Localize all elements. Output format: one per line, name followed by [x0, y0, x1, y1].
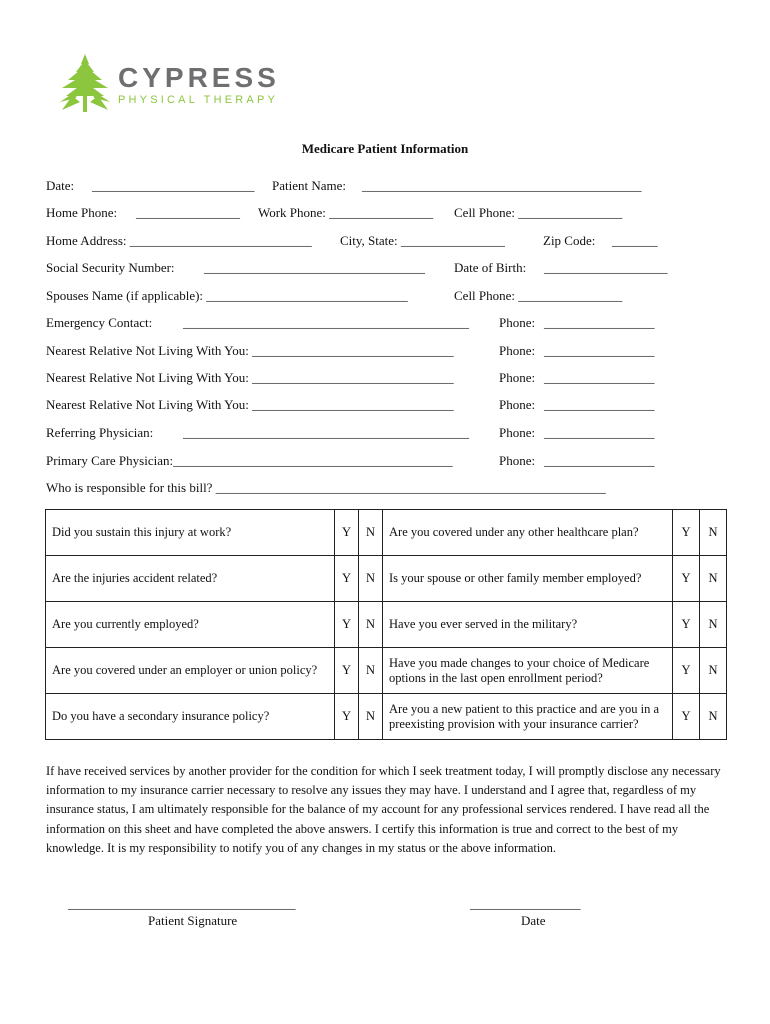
row-responsible [46, 480, 746, 498]
dob-field[interactable]: ___________________ [544, 260, 668, 275]
no-option[interactable]: N [700, 648, 727, 694]
question-text: Are you covered under any other healthcare plan? [383, 510, 673, 556]
row-relative [46, 370, 746, 388]
logo-wordmark: CYPRESS [118, 62, 280, 93]
row-phones [46, 205, 746, 223]
patient-name-field[interactable]: ___________________________________________ [362, 178, 642, 193]
signature-date-label: Date [521, 913, 546, 928]
spouse-name-field[interactable]: Spouses Name (if applicable): _______________________________ [46, 288, 408, 303]
consent-statement: If have received services by another provider for the condition for which I seek treatment today, I will promptly disclose any necessary information to my insurance carrier necessary to resolve any issues they may have. I understand and I agree that, regardless of my insurance status, I am ultimately responsible for the balance of my account for any professional services rendered. I have read all the information on this sheet and have completed the above answers. I certify this information is true and correct to the best of my knowledge. It is my responsibility to notify you of any changes in my status or the above information. [46, 764, 721, 855]
zip-code-field[interactable]: _______ [612, 233, 658, 248]
no-option[interactable]: N [700, 510, 727, 556]
question-text: Is your spouse or other family member employed? [383, 556, 673, 602]
question-text: Do you have a secondary insurance policy? [46, 694, 335, 740]
patient-signature-field[interactable]: ___________________________________ [68, 896, 296, 911]
primary-care-physician-field[interactable]: Primary Care Physician:___________________________________________ [46, 453, 453, 468]
table-row [46, 510, 727, 556]
row-relative [46, 397, 746, 415]
referring-physician-label: Referring Physician: [46, 425, 154, 440]
phone-label: Phone: [499, 343, 536, 358]
nearest-relative-field[interactable]: Nearest Relative Not Living With You: _______________________________ [46, 397, 454, 412]
work-phone-field[interactable]: Work Phone: ________________ [258, 205, 434, 220]
yes-option[interactable]: Y [335, 510, 359, 556]
nearest-relative-field[interactable]: Nearest Relative Not Living With You: _______________________________ [46, 370, 454, 385]
question-text: Are you currently employed? [46, 602, 335, 648]
phone-field[interactable]: _________________ [544, 425, 655, 440]
cypress-tree-icon [58, 52, 114, 114]
no-option[interactable]: N [700, 694, 727, 740]
ssn-field[interactable]: __________________________________ [204, 260, 425, 275]
patient-name-label: Patient Name: [272, 178, 347, 193]
phone-field[interactable]: _________________ [544, 315, 655, 330]
emergency-contact-label: Emergency Contact: [46, 315, 153, 330]
ssn-label: Social Security Number: [46, 260, 175, 275]
question-text: Did you sustain this injury at work? [46, 510, 335, 556]
no-option[interactable]: N [700, 602, 727, 648]
dob-label: Date of Birth: [454, 260, 527, 275]
yes-option[interactable]: Y [335, 556, 359, 602]
city-state-field[interactable]: City, State: ________________ [340, 233, 505, 248]
phone-field[interactable]: _________________ [544, 397, 655, 412]
date-label: Date: [46, 178, 75, 193]
yes-option[interactable]: Y [673, 648, 700, 694]
row-primary [46, 453, 746, 471]
phone-label: Phone: [499, 370, 536, 385]
question-text: Are you a new patient to this practice and are you in a preexisting provision with your insurance carrier? [383, 694, 673, 740]
phone-field[interactable]: _________________ [544, 453, 655, 468]
phone-label: Phone: [499, 425, 536, 440]
phone-field[interactable]: _________________ [544, 343, 655, 358]
cypress-logo [58, 52, 308, 116]
row-relative [46, 343, 746, 361]
table-row [46, 556, 727, 602]
no-option[interactable]: N [359, 556, 383, 602]
phone-field[interactable]: _________________ [544, 370, 655, 385]
no-option[interactable]: N [359, 648, 383, 694]
table-row [46, 694, 727, 740]
row-date-name [46, 178, 746, 196]
row-spouse [46, 288, 746, 306]
no-option[interactable]: N [359, 602, 383, 648]
questions-table [45, 509, 727, 740]
yes-option[interactable]: Y [335, 694, 359, 740]
home-phone-field[interactable]: ________________ [136, 205, 240, 220]
cell-phone-field[interactable]: Cell Phone: ________________ [454, 205, 623, 220]
question-text: Are the injuries accident related? [46, 556, 335, 602]
question-text: Have you ever served in the military? [383, 602, 673, 648]
referring-physician-field[interactable]: ____________________________________________ [183, 425, 469, 440]
row-ssn-dob [46, 260, 746, 278]
row-address [46, 233, 746, 251]
row-referring [46, 425, 746, 443]
yes-option[interactable]: Y [673, 694, 700, 740]
yes-option[interactable]: Y [673, 510, 700, 556]
date-field[interactable]: _________________________ [92, 178, 255, 193]
phone-label: Phone: [499, 315, 536, 330]
row-emergency [46, 315, 746, 333]
yes-option[interactable]: Y [673, 556, 700, 602]
zip-code-label: Zip Code: [543, 233, 596, 248]
logo-tagline: PHYSICAL THERAPY [118, 94, 279, 106]
responsible-party-field[interactable]: Who is responsible for this bill? ____________________________________________________________ [46, 480, 606, 495]
phone-label: Phone: [499, 453, 536, 468]
patient-signature-label: Patient Signature [148, 913, 238, 928]
signature-date-field[interactable]: _________________ [470, 896, 581, 911]
table-row [46, 648, 727, 694]
yes-option[interactable]: Y [335, 648, 359, 694]
no-option[interactable]: N [359, 694, 383, 740]
table-row [46, 602, 727, 648]
emergency-contact-field[interactable]: ____________________________________________ [183, 315, 469, 330]
question-text: Have you made changes to your choice of Medicare options in the last open enrollment period? [383, 648, 673, 694]
spouse-cell-field[interactable]: Cell Phone: ________________ [454, 288, 623, 303]
no-option[interactable]: N [700, 556, 727, 602]
question-text: Are you covered under an employer or union policy? [46, 648, 335, 694]
yes-option[interactable]: Y [673, 602, 700, 648]
nearest-relative-field[interactable]: Nearest Relative Not Living With You: _______________________________ [46, 343, 454, 358]
home-phone-label: Home Phone: [46, 205, 118, 220]
form-title: Medicare Patient Information [301, 141, 469, 156]
no-option[interactable]: N [359, 510, 383, 556]
yes-option[interactable]: Y [335, 602, 359, 648]
phone-label: Phone: [499, 397, 536, 412]
home-address-field[interactable]: Home Address: ____________________________ [46, 233, 312, 248]
